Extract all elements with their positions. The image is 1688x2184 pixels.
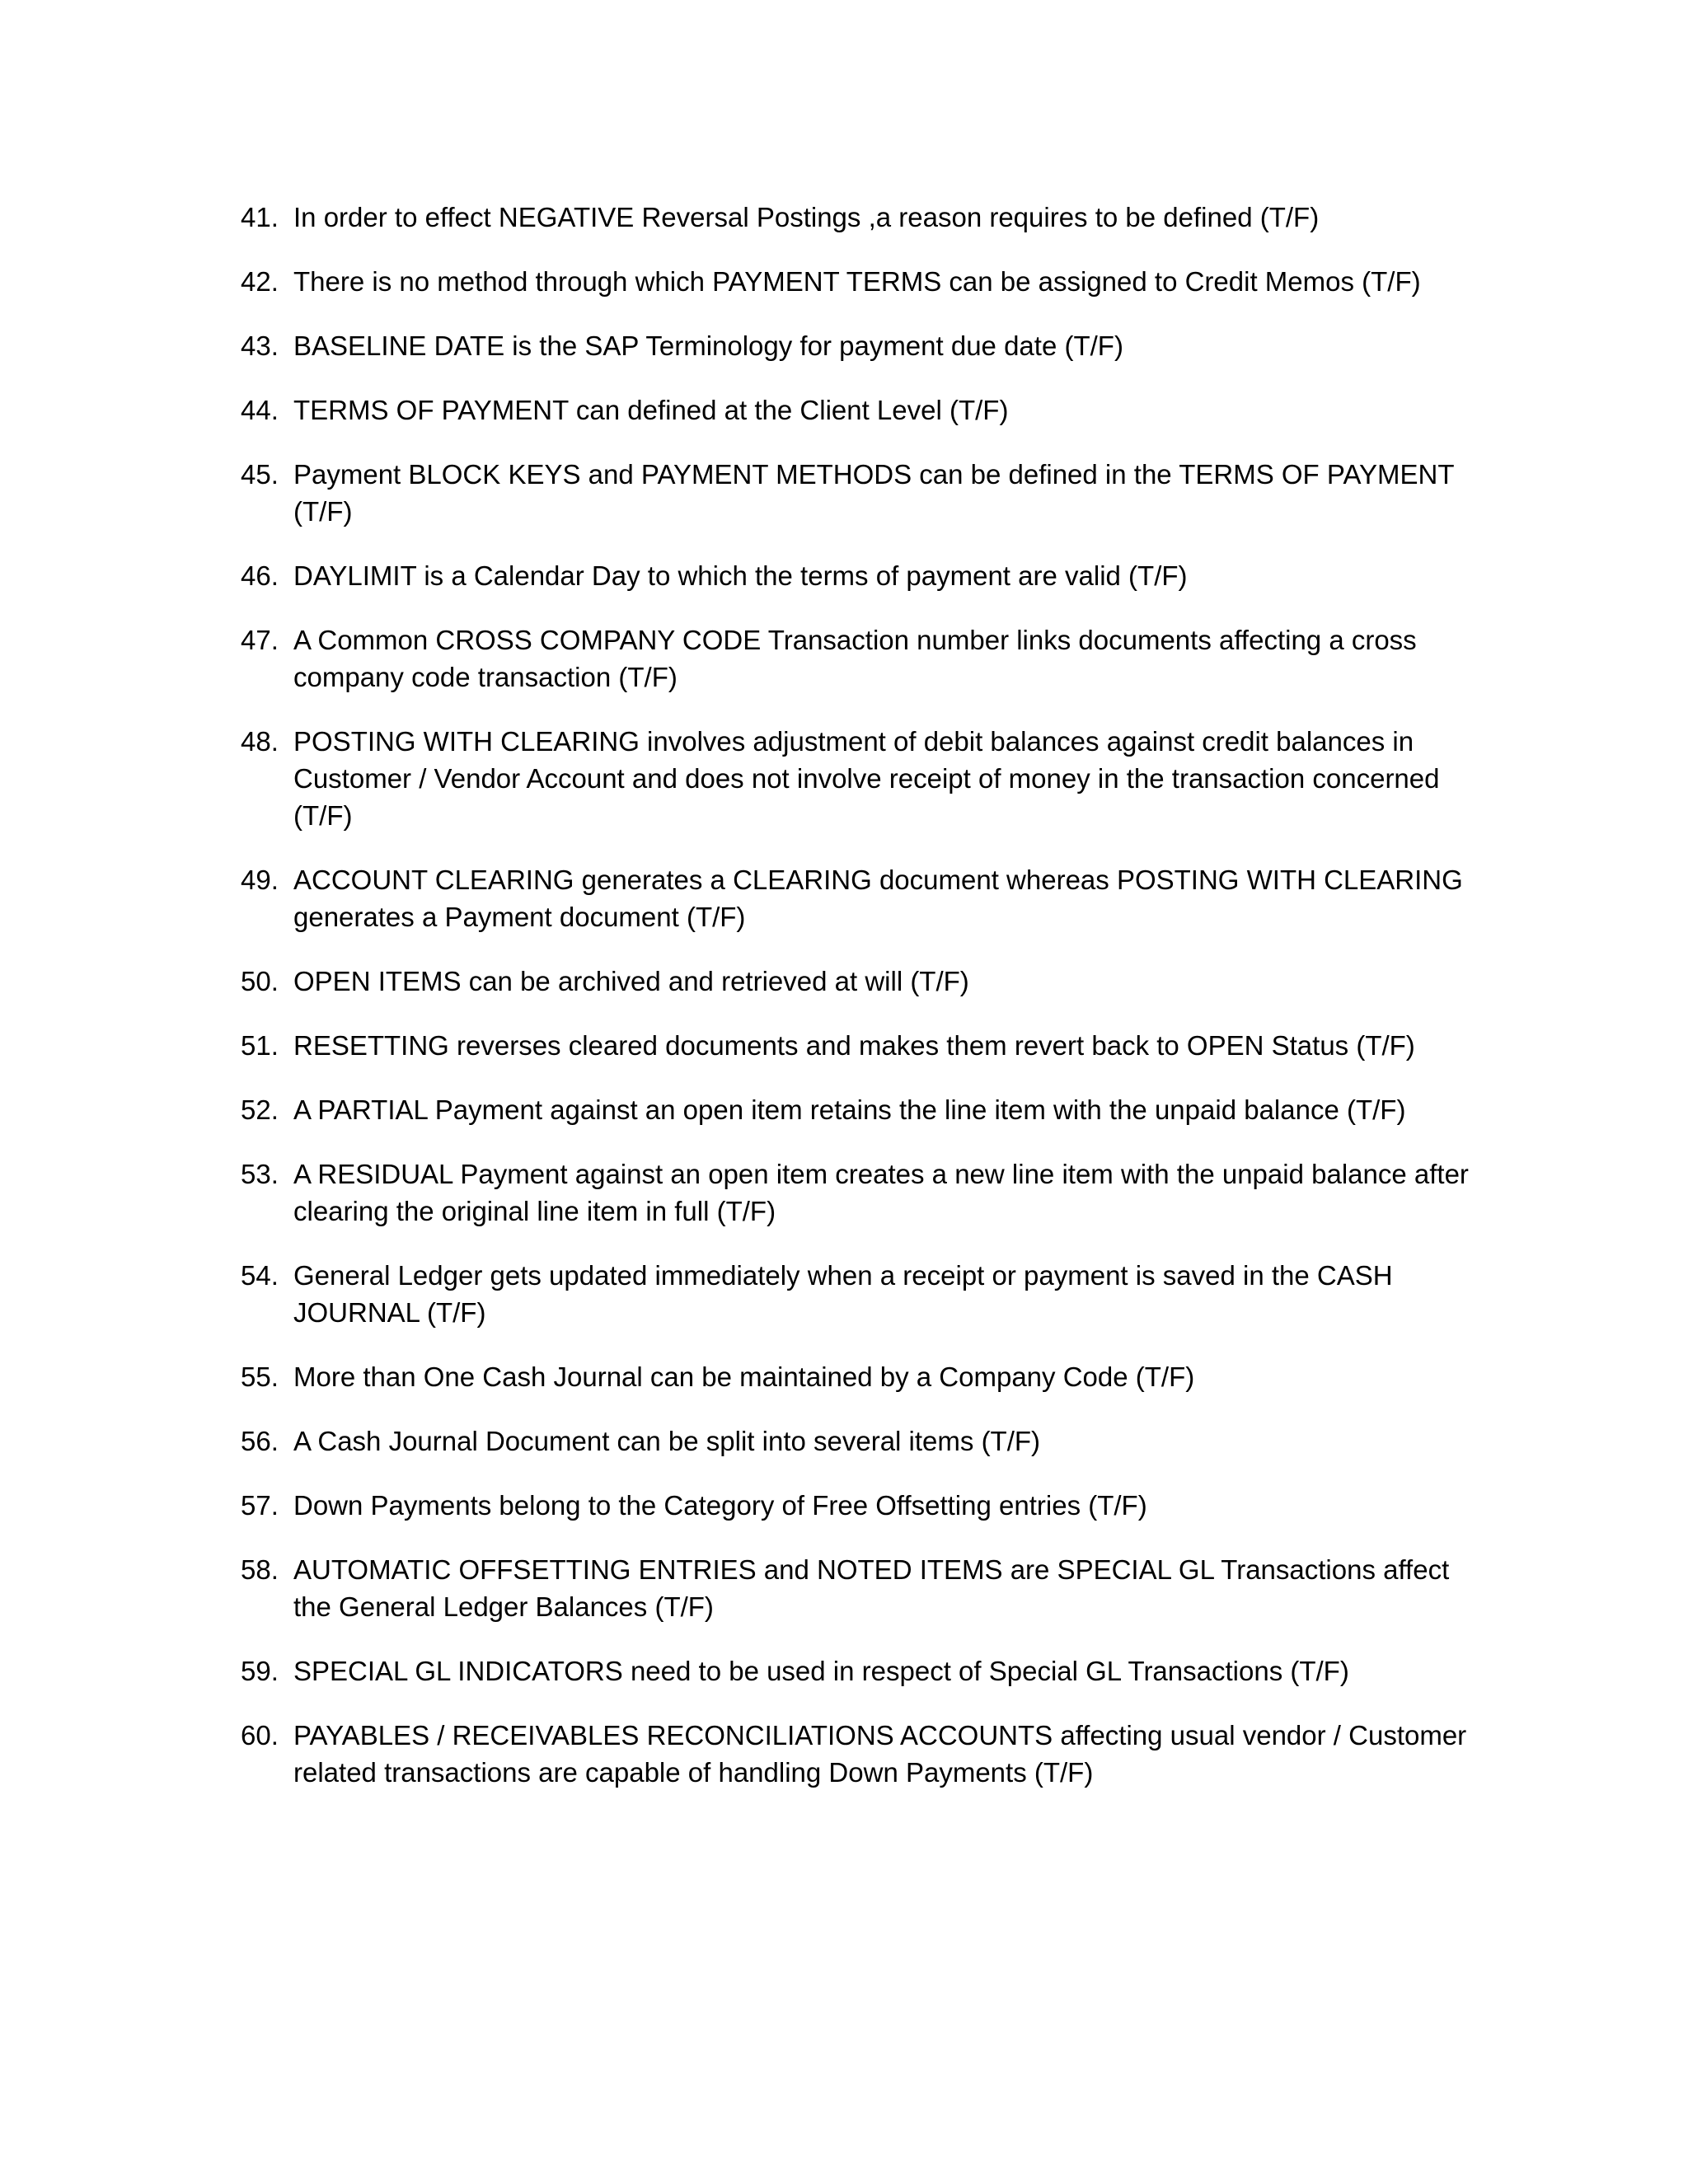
question-text: ACCOUNT CLEARING generates a CLEARING document whereas POSTING WITH CLEARING generates a Payment document (T/F) xyxy=(293,865,1463,932)
question-number: 51. xyxy=(241,1030,279,1061)
question-number: 52. xyxy=(241,1094,279,1125)
question-item xyxy=(241,1652,1493,1690)
question-number: 59. xyxy=(241,1656,279,1686)
question-number: 44. xyxy=(241,395,279,425)
question-text: In order to effect NEGATIVE Reversal Postings ,a reason requires to be defined (T/F) xyxy=(293,202,1320,232)
question-number: 56. xyxy=(241,1426,279,1456)
question-item xyxy=(241,327,1493,364)
question-text: A RESIDUAL Payment against an open item creates a new line item with the unpaid balance after clearing the original line item in full (T/F) xyxy=(293,1159,1469,1226)
question-number: 60. xyxy=(241,1720,279,1750)
question-item xyxy=(241,1091,1493,1128)
question-text: There is no method through which PAYMENT TERMS can be assigned to Credit Memos (T/F) xyxy=(293,266,1421,297)
question-number: 41. xyxy=(241,202,279,232)
question-item xyxy=(241,199,1493,236)
question-text: AUTOMATIC OFFSETTING ENTRIES and NOTED ITEMS are SPECIAL GL Transactions affect the General Ledger Balances (T/F) xyxy=(293,1554,1450,1622)
question-text: A Cash Journal Document can be split into several items (T/F) xyxy=(293,1426,1041,1456)
question-number: 55. xyxy=(241,1361,279,1392)
question-number: 53. xyxy=(241,1159,279,1189)
question-item xyxy=(241,1027,1493,1064)
question-item xyxy=(241,557,1493,594)
question-item xyxy=(241,621,1493,696)
question-text: DAYLIMIT is a Calendar Day to which the terms of payment are valid (T/F) xyxy=(293,560,1188,591)
question-list xyxy=(241,199,1493,1818)
question-text: BASELINE DATE is the SAP Terminology for payment due date (T/F) xyxy=(293,330,1123,361)
question-text: Payment BLOCK KEYS and PAYMENT METHODS can be defined in the TERMS OF PAYMENT (T/F) xyxy=(293,459,1454,527)
question-item xyxy=(241,861,1493,935)
question-number: 45. xyxy=(241,459,279,490)
question-item xyxy=(241,1257,1493,1331)
question-item xyxy=(241,1717,1493,1791)
question-item xyxy=(241,1422,1493,1460)
question-item xyxy=(241,1551,1493,1625)
question-text: A PARTIAL Payment against an open item retains the line item with the unpaid balance (T/F) xyxy=(293,1094,1406,1125)
question-item xyxy=(241,456,1493,530)
question-text: More than One Cash Journal can be maintained by a Company Code (T/F) xyxy=(293,1361,1195,1392)
question-text: PAYABLES / RECEIVABLES RECONCILIATIONS ACCOUNTS affecting usual vendor / Customer related transactions are capable of handling Down Payments (T/F) xyxy=(293,1720,1467,1788)
question-number: 47. xyxy=(241,625,279,655)
question-item xyxy=(241,1487,1493,1524)
question-item xyxy=(241,391,1493,429)
question-text: RESETTING reverses cleared documents and makes them revert back to OPEN Status (T/F) xyxy=(293,1030,1415,1061)
question-number: 48. xyxy=(241,726,279,757)
question-text: General Ledger gets updated immediately when a receipt or payment is saved in the CASH JOURNAL (T/F) xyxy=(293,1260,1393,1328)
question-text: POSTING WITH CLEARING involves adjustment of debit balances against credit balances in Customer / Vendor Account and does not involve receipt of money in the transaction concerned (T/F) xyxy=(293,726,1440,831)
question-text: A Common CROSS COMPANY CODE Transaction number links documents affecting a cross company code transaction (T/F) xyxy=(293,625,1417,692)
question-item xyxy=(241,1358,1493,1395)
question-number: 57. xyxy=(241,1490,279,1521)
question-number: 58. xyxy=(241,1554,279,1585)
question-text: SPECIAL GL INDICATORS need to be used in respect of Special GL Transactions (T/F) xyxy=(293,1656,1349,1686)
question-item xyxy=(241,1155,1493,1230)
question-text: OPEN ITEMS can be archived and retrieved at will (T/F) xyxy=(293,966,969,996)
question-item xyxy=(241,263,1493,300)
question-item xyxy=(241,963,1493,1000)
question-text: TERMS OF PAYMENT can defined at the Client Level (T/F) xyxy=(293,395,1009,425)
question-number: 43. xyxy=(241,330,279,361)
question-item xyxy=(241,723,1493,834)
question-number: 54. xyxy=(241,1260,279,1291)
question-text: Down Payments belong to the Category of Free Offsetting entries (T/F) xyxy=(293,1490,1147,1521)
question-number: 42. xyxy=(241,266,279,297)
question-number: 50. xyxy=(241,966,279,996)
question-number: 49. xyxy=(241,865,279,895)
question-number: 46. xyxy=(241,560,279,591)
